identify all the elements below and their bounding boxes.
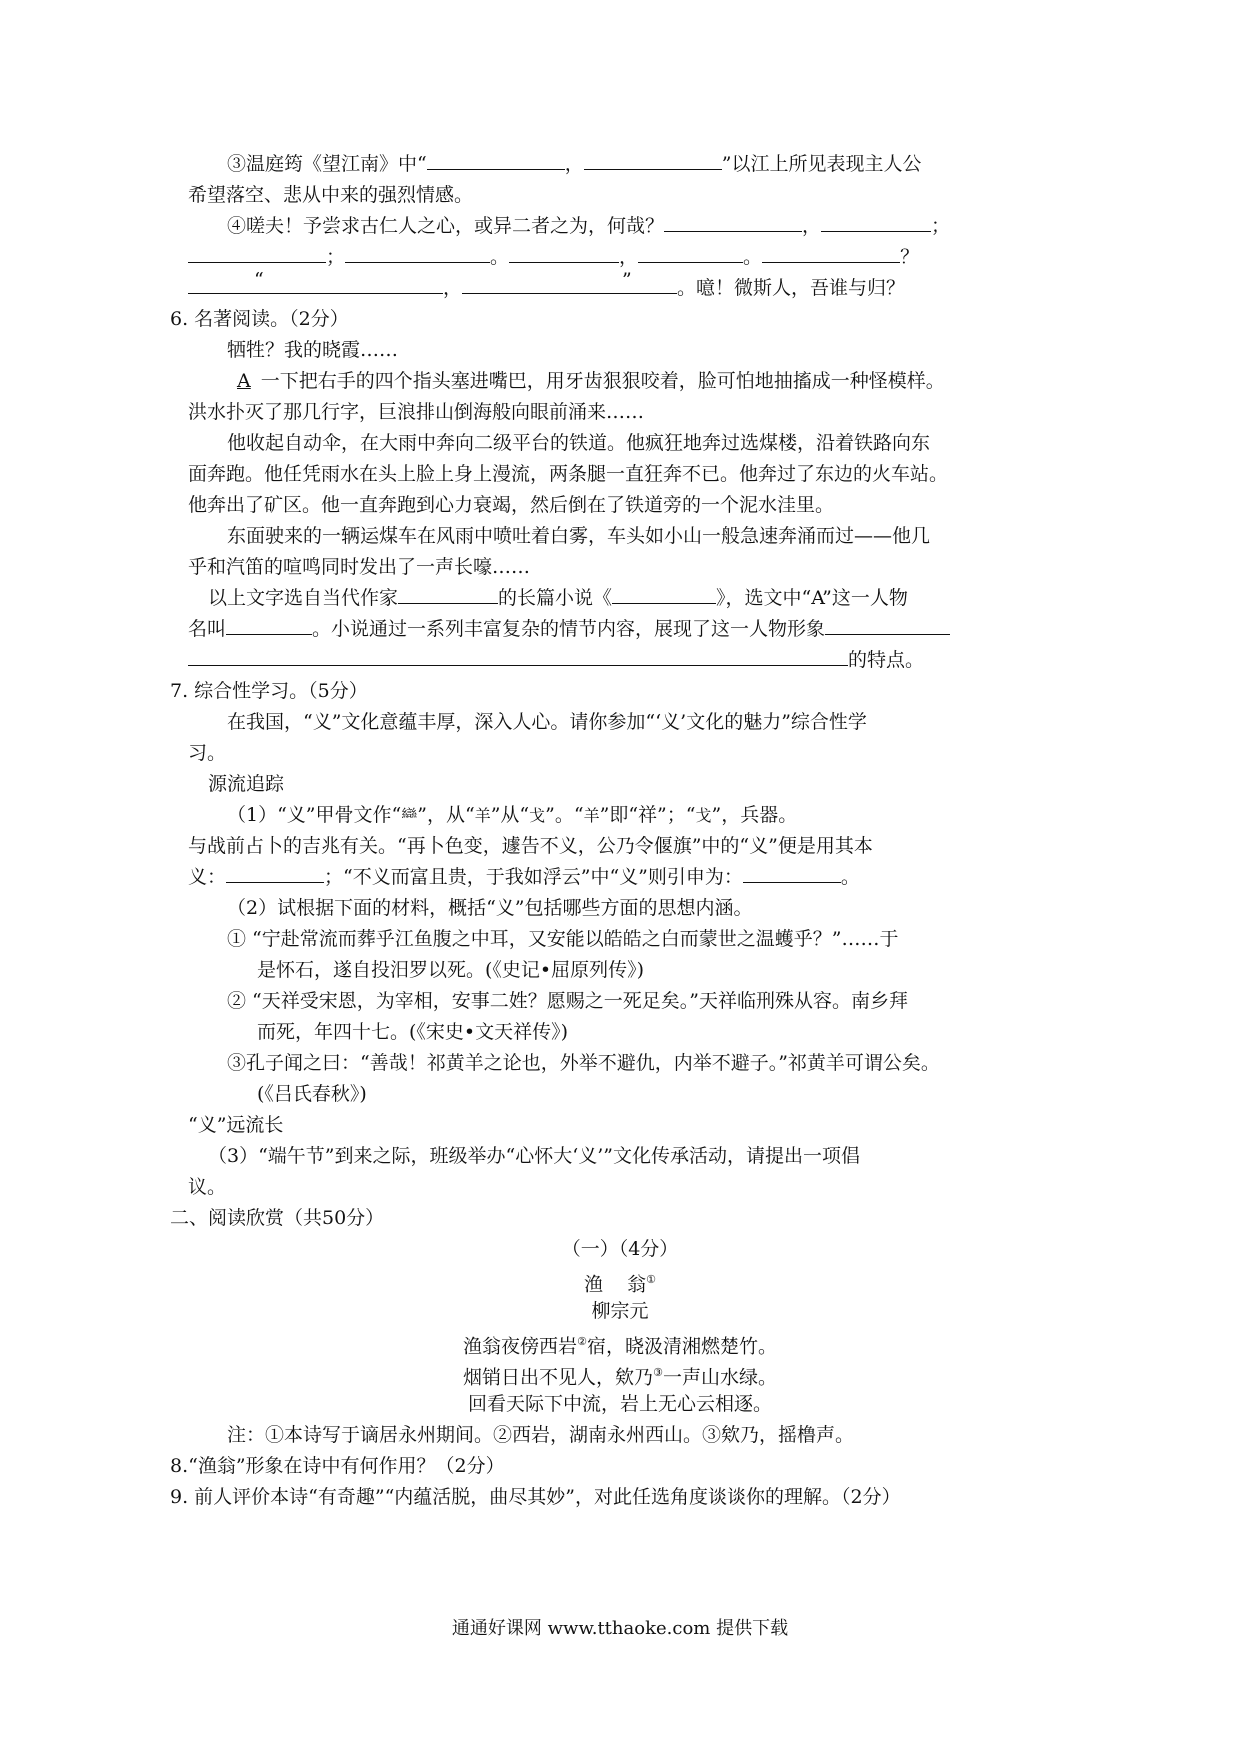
oracle-yang-glyph: 羊 (474, 806, 491, 825)
q7-s3-a: （3）“端午节”到来之际，班级举办“心怀大‘义’”文化传承活动，请提出一项倡 (208, 1145, 861, 1167)
text: ”，从“ (417, 804, 475, 826)
oracle-yang-glyph: 羊 (583, 806, 600, 825)
part2-heading: 二、阅读欣赏（共50分） (170, 1207, 385, 1229)
blank[interactable] (821, 213, 931, 232)
text: 以上文字选自当代作家 (208, 587, 399, 609)
text: “ (254, 269, 264, 291)
q5-item4-line3 (188, 269, 906, 303)
footnote-marker: ③ (653, 1366, 663, 1379)
trait-blank-continued[interactable] (188, 647, 848, 666)
text: 渔翁夜傍西岩 (463, 1335, 578, 1358)
oracle-yi-glyph: 龻 (401, 806, 418, 825)
blank[interactable] (462, 269, 677, 294)
blank[interactable] (188, 244, 326, 263)
poem-author: 柳宗元 (591, 1300, 649, 1322)
q5-item3-line1 (227, 149, 921, 179)
q7-material2-a: ② “天祥受宋恩，为宰相，安事二姓？愿赐之一死足矣。”天祥临刑殊从容。南乡拜 (227, 990, 908, 1012)
q6-line6: 他奔出了矿区。他一直奔跑到心力衰竭，然后倒在了铁道旁的一个泥水洼里。 (188, 494, 835, 516)
text: ， (443, 277, 463, 299)
q7-section-origin: 源流追踪 (208, 773, 285, 795)
text: ” (622, 269, 632, 291)
text: ”即“祥”；“ (599, 804, 696, 826)
blank[interactable] (509, 244, 619, 263)
text: 一声山水绿。 (662, 1366, 777, 1389)
oracle-wo-glyph: 戈 (695, 806, 712, 825)
blank[interactable] (427, 151, 565, 170)
text: 。 (743, 246, 763, 268)
q7-material2-b: 而死，年四十七。(《宋史•文天祥传》) (257, 1021, 569, 1043)
text: 名叫 (188, 618, 227, 640)
text: 。小说通过一系列丰富复杂的情节内容，展现了这一人物形象 (312, 618, 826, 640)
q6-heading: 6. 名著阅读。（2分） (170, 308, 349, 330)
q6-line1: 牺牲？我的晓霞…… (227, 339, 399, 361)
text: 。 (490, 246, 510, 268)
trait-blank[interactable] (825, 616, 950, 635)
q6-line4: 他收起自动伞，在大雨中奔向二级平台的铁道。他疯狂地奔过选煤楼，沿着铁路向东 (227, 432, 931, 454)
q7-s2: （2）试根据下面的材料，概括“义”包括哪些方面的思想内涵。 (227, 897, 753, 919)
q6-line2 (227, 366, 945, 396)
q7-s1-line1 (227, 800, 797, 831)
blank[interactable] (762, 244, 900, 263)
q7-s1-line3 (188, 862, 860, 892)
text: ”以江上所见表现主人公 (721, 153, 922, 175)
q7-material3-b: (《吕氏春秋》) (257, 1083, 367, 1105)
novel-blank[interactable] (612, 585, 716, 604)
text: 一下把右手的四个指头塞进嘴巴，用牙齿狠狠咬着，脸可怕地抽搐成一种怪模样。 (260, 370, 945, 392)
poem-line-2 (0, 1358, 1240, 1392)
text: 宿，晓汲清湘燃楚竹。 (586, 1335, 777, 1358)
q7-heading: 7. 综合性学习。（5分） (170, 680, 368, 702)
page-footer: 通通好课网 www.tthaoke.com 提供下载 (451, 1618, 789, 1639)
q6-line10 (188, 614, 950, 644)
blank[interactable] (664, 213, 802, 232)
q6-line11 (188, 645, 924, 675)
text: （1）“义”甲骨文作“ (227, 804, 402, 826)
blank[interactable] (638, 244, 743, 263)
text: ③温庭筠《望江南》中“ (227, 153, 427, 175)
q7-material1-a: ① “宁赴常流而葬乎江鱼腹之中耳，又安能以皓皓之白而蒙世之温蠖乎？”……于 (227, 928, 899, 950)
q6-line3: 洪水扑灭了那几行字，巨浪排山倒海般向眼前涌来…… (188, 401, 645, 423)
blank[interactable] (226, 864, 324, 883)
q7-s1-line2: 与战前占卜的吉兆有关。“再卜色变，遽告不义，公乃令偃旗”中的“义”便是用其本 (188, 835, 873, 857)
q7-s3-b: 议。 (188, 1176, 227, 1198)
q5-item4-line2 (188, 242, 919, 272)
poem-notes: 注：①本诗写于谪居永州期间。②西岩，湖南永州西山。③欸乃，摇橹声。 (227, 1424, 855, 1446)
q7-section-legacy: “义”远流长 (188, 1114, 284, 1136)
text: ；“不义而富且贵，于我如浮云”中“义”则引申为： (324, 866, 743, 888)
q7-intro-2: 习。 (188, 742, 227, 764)
blank[interactable] (584, 151, 722, 170)
text: ； (931, 215, 951, 237)
text: 的特点。 (848, 649, 925, 671)
blank[interactable] (743, 864, 841, 883)
text: 烟销日出不见人，欸乃 (463, 1366, 654, 1389)
author-blank[interactable] (398, 585, 498, 604)
text: 。噫！微斯人，吾谁与归？ (677, 277, 906, 299)
q6-line8: 乎和汽笛的喧鸣同时发出了一声长嚎…… (188, 556, 531, 578)
poem-title (0, 1265, 1240, 1299)
question-8: 8.“渔翁”形象在诗中有何作用？（2分） (170, 1455, 505, 1477)
text: ， (619, 246, 639, 268)
character-A: A (237, 370, 251, 392)
q7-material3-a: ③孔子闻之曰：“善哉！祁黄羊之论也，外举不避仇，内举不避子。”祁黄羊可谓公矣。 (227, 1052, 940, 1074)
text: 》，选文中“A”这一人物 (716, 587, 908, 609)
q5-item3-line2: 希望落空、悲从中来的强烈情感。 (188, 184, 474, 206)
part2-subheading: （一）（4分） (561, 1238, 679, 1260)
text: 。 (840, 866, 860, 888)
text: ④嗟夫！予尝求古仁人之心，或异二者之为，何哉？ (227, 215, 665, 237)
q5-item4-line1 (227, 211, 950, 241)
footnote-marker: ② (577, 1335, 587, 1348)
q6-line7: 东面驶来的一辆运煤车在风雨中喷吐着白雾，车头如小山一般急速奔涌而过——他几 (227, 525, 931, 547)
name-blank[interactable] (226, 616, 312, 635)
question-9: 9. 前人评价本诗“有奇趣”“内蕴活脱，曲尽其妙”，对此任选角度谈谈你的理解。（2分） (170, 1486, 901, 1508)
text: ， (564, 153, 584, 175)
footnote-marker: ① (646, 1273, 657, 1286)
blank[interactable] (188, 269, 443, 294)
text: 的长篇小说《 (498, 587, 613, 609)
oracle-wo-glyph: 戈 (529, 806, 546, 825)
poem-line-3: 回看天际下中流，岩上无心云相逐。 (467, 1393, 772, 1415)
q6-line9 (208, 583, 908, 613)
text: 义： (188, 866, 227, 888)
text: 渔 翁 (583, 1273, 647, 1296)
text: ”从“ (490, 804, 530, 826)
text: ”，兵器。 (711, 804, 798, 826)
blank[interactable] (345, 244, 490, 263)
q7-intro-1: 在我国，“义”文化意蕴丰厚，深入人心。请你参加“‘义’文化的魅力”综合性学 (227, 711, 867, 733)
poem-line-1 (0, 1327, 1240, 1361)
q7-material1-b: 是怀石，遂自投汨罗以死。(《史记•屈原列传》) (257, 959, 645, 981)
text: ”。“ (545, 804, 584, 826)
text: ， (802, 215, 822, 237)
text: ； (326, 246, 346, 268)
q6-line5: 面奔跑。他任凭雨水在头上脸上身上漫流，两条腿一直狂奔不已。他奔过了东边的火车站。 (188, 463, 949, 485)
text: ？ (900, 246, 920, 268)
